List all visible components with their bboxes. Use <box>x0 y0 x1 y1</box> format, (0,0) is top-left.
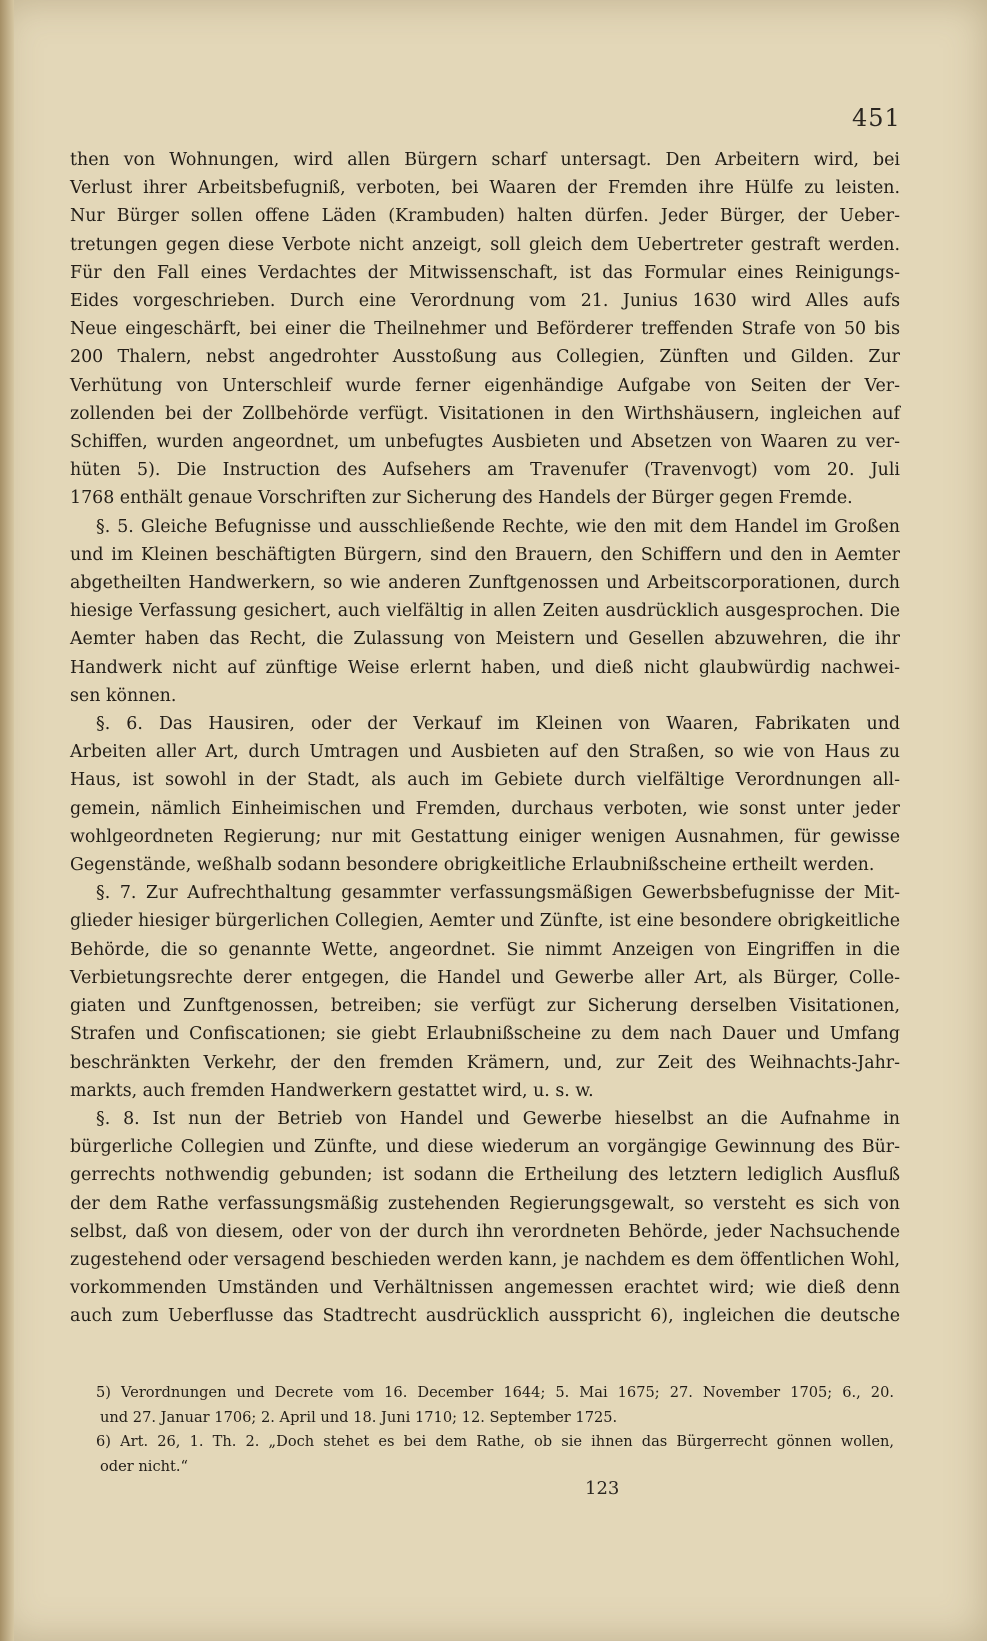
text-line: selbst, daß von diesem, oder von der durch ihn verordneten Behörde, jeder Nachsuchende <box>70 1221 900 1242</box>
text-line: hüten 5). Die Instruction des Aufsehers am Travenufer (Travenvogt) vom 20. Juli <box>70 460 900 481</box>
text-line: Für den Fall eines Verdachtes der Mitwissenschaft, ist das Formular eines Reinigungs- <box>70 262 900 283</box>
footnote-5-continued: und 27. Januar 1706; 2. April und 18. Juni 1710; 12. September 1725. <box>100 1408 618 1426</box>
text-line: vorkommenden Umständen und Verhältnissen angemessen erachtet wird; wie dieß denn <box>70 1278 900 1299</box>
text-line: auch zum Ueberflusse das Stadtrecht ausdrücklich ausspricht 6), ingleichen die deutsche <box>70 1306 900 1327</box>
text-line: Gegenstände, weßhalb sodann besondere obrigkeitliche Erlaubnißscheine ertheilt werden. <box>70 855 875 876</box>
text-line: Aemter haben das Recht, die Zulassung von Meistern und Gesellen abzuwehren, die ihr <box>70 629 900 650</box>
footnote-6-continued: oder nicht.“ <box>100 1457 188 1475</box>
page-number: 451 <box>852 104 901 132</box>
text-line: und im Kleinen beschäftigten Bürgern, sind den Brauern, den Schiffern und den in Aemter <box>70 544 900 565</box>
text-line: Eides vorgeschrieben. Durch eine Verordnung vom 21. Junius 1630 wird Alles aufs <box>70 291 900 312</box>
text-line: der dem Rathe verfassungsmäßig zustehenden Regierungsgewalt, so versteht es sich von <box>70 1193 900 1214</box>
footnotes <box>96 1381 894 1479</box>
section-heading-6: §. 6. Das Hausiren, oder der Verkauf im Kleinen von Waaren, Fabrikaten und <box>96 714 900 735</box>
text-line: gemein, nämlich Einheimischen und Fremden, durchaus verboten, wie sonst unter jeder <box>70 798 900 819</box>
footnote-5: 5) Verordnungen und Decrete vom 16. December 1644; 5. Mai 1675; 27. November 1705; 6., 20. <box>96 1384 894 1401</box>
text-line: Schiffen, wurden angeordnet, um unbefugtes Ausbieten und Absetzen von Waaren zu ver- <box>70 432 900 453</box>
text-line: Verbietungsrechte derer entgegen, die Handel und Gewerbe aller Art, als Bürger, Colle- <box>70 967 900 988</box>
text-line: sen können. <box>70 685 177 706</box>
text-line: 1768 enthält genaue Vorschriften zur Sicherung des Handels der Bürger gegen Fremde. <box>70 488 853 509</box>
text-line: gerrechts nothwendig gebunden; ist sodann die Ertheilung des letztern lediglich Ausfluß <box>70 1165 900 1186</box>
text-line: zugestehend oder versagend beschieden werden kann, je nachdem es dem öffentlichen Wohl, <box>70 1249 900 1270</box>
text-line: tretungen gegen diese Verbote nicht anzeigt, soll gleich dem Uebertreter gestraft werden. <box>70 234 900 255</box>
section-heading-7: §. 7. Zur Aufrechthaltung gesammter verfassungsmäßigen Gewerbsbefugnisse der Mit- <box>96 883 900 904</box>
text-line: Neue eingeschärft, bei einer die Theilnehmer und Beförderer treffenden Strafe von 50 bis <box>70 319 900 340</box>
page-spine-shadow <box>0 0 14 1641</box>
text-line: bürgerliche Collegien und Zünfte, und diese wiederum an vorgängige Gewinnung des Bür- <box>70 1137 900 1158</box>
text-line: Arbeiten aller Art, durch Umtragen und Ausbieten auf den Straßen, so wie von Haus zu <box>70 742 900 763</box>
section-heading-5: §. 5. Gleiche Befugnisse und ausschließende Rechte, wie den mit dem Handel im Großen <box>96 516 900 537</box>
text-line: hiesige Verfassung gesichert, auch vielfältig in allen Zeiten ausdrücklich ausgesprochen. Die <box>70 601 900 622</box>
text-line: Haus, ist sowohl in der Stadt, als auch im Gebiete durch vielfältige Verordnungen all- <box>70 770 900 791</box>
text-line: wohlgeordneten Regierung; nur mit Gestattung einiger wenigen Ausnahmen, für gewisse <box>70 826 900 847</box>
text-line: zollenden bei der Zollbehörde verfügt. Visitationen in den Wirthshäusern, ingleichen auf <box>70 403 900 424</box>
text-line: Verhütung von Unterschleif wurde ferner eigenhändige Aufgabe von Seiten der Ver- <box>70 375 900 396</box>
text-line: Nur Bürger sollen offene Läden (Krambuden) halten dürfen. Jeder Bürger, der Ueber- <box>70 206 900 227</box>
signature-mark: 123 <box>585 1478 620 1499</box>
text-line: beschränkten Verkehr, der den fremden Krämern, und, zur Zeit des Weihnachts-Jahr- <box>70 1052 900 1073</box>
text-line: Verlust ihrer Arbeitsbefugniß, verboten, bei Waaren der Fremden ihre Hülfe zu leisten. <box>70 178 900 199</box>
text-line: Strafen und Confiscationen; sie giebt Erlaubnißscheine zu dem nach Dauer und Umfang <box>70 1024 900 1045</box>
text-line: markts, auch fremden Handwerkern gestattet wird, u. s. w. <box>70 1080 594 1101</box>
text-line: 200 Thalern, nebst angedrohter Ausstoßung aus Collegien, Zünften und Gilden. Zur <box>70 347 900 368</box>
text-line: giaten und Zunftgenossen, betreiben; sie verfügt zur Sicherung derselben Visitationen, <box>70 996 900 1017</box>
footnote-6: 6) Art. 26, 1. Th. 2. „Doch stehet es bei dem Rathe, ob sie ihnen das Bürgerrecht gönnen wollen, <box>96 1433 894 1450</box>
section-heading-8: §. 8. Ist nun der Betrieb von Handel und Gewerbe hieselbst an die Aufnahme in <box>96 1108 900 1129</box>
body-text <box>70 146 900 1331</box>
text-line: Handwerk nicht auf zünftige Weise erlernt haben, und dieß nicht glaubwürdig nachwei- <box>70 657 900 678</box>
text-line: glieder hiesiger bürgerlichen Collegien, Aemter und Zünfte, ist eine besondere obrigkeitliche <box>70 911 900 932</box>
text-line: abgetheilten Handwerkern, so wie anderen Zunftgenossen und Arbeitscorporationen, durch <box>70 573 900 594</box>
text-line: Behörde, die so genannte Wette, angeordnet. Sie nimmt Anzeigen von Eingriffen in die <box>70 939 900 960</box>
text-line: then von Wohnungen, wird allen Bürgern scharf untersagt. Den Arbeitern wird, bei <box>70 150 900 170</box>
